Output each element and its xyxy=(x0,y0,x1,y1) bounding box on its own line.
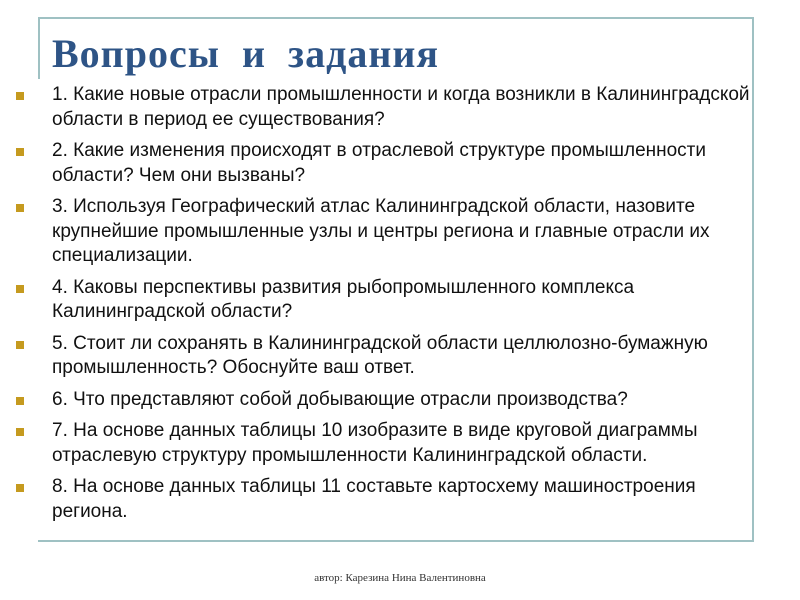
list-item-text: 2. Какие изменения происходят в отраслевой структуре промышленности области? Чем они вызваны? xyxy=(52,140,706,186)
list-item xyxy=(16,195,752,269)
square-bullet-icon xyxy=(16,285,24,293)
square-bullet-icon xyxy=(16,428,24,436)
right-divider-line xyxy=(752,17,754,542)
square-bullet-icon xyxy=(16,397,24,405)
list-item-text: 6. Что представляют собой добывающие отрасли производства? xyxy=(52,388,628,410)
list-item-text: 8. На основе данных таблицы 11 составьте картосхему машиностроения региона. xyxy=(52,476,696,522)
list-item xyxy=(16,419,752,468)
square-bullet-icon xyxy=(16,204,24,212)
list-item xyxy=(16,332,752,381)
list-item-text: 5. Стоит ли сохранять в Калининградской области целлюлозно-бумажную промышленность? Обоснуйте ваш ответ. xyxy=(52,332,708,378)
left-divider-line xyxy=(38,17,40,79)
list-item xyxy=(16,83,752,132)
author-footer: автор: Карезина Нина Валентиновна xyxy=(314,572,486,584)
list-item xyxy=(16,388,752,413)
questions-list xyxy=(16,83,752,531)
slide-title: Вопросы и задания xyxy=(52,31,440,76)
square-bullet-icon xyxy=(16,484,24,492)
list-item-text: 4. Каковы перспективы развития рыбопромышленного комплекса Калининградской области? xyxy=(52,276,635,322)
list-item-text: 7. На основе данных таблицы 10 изобразите в виде круговой диаграммы отраслевую структуру промышленности Калининградской области. xyxy=(52,420,698,466)
square-bullet-icon xyxy=(16,341,24,349)
square-bullet-icon xyxy=(16,92,24,100)
list-item xyxy=(16,139,752,188)
bottom-divider-line xyxy=(38,540,754,542)
list-item-text: 1. Какие новые отрасли промышленности и когда возникли в Калининградской области в период ее существования? xyxy=(52,84,750,130)
list-item xyxy=(16,475,752,524)
square-bullet-icon xyxy=(16,148,24,156)
top-divider-line xyxy=(38,17,754,19)
list-item-text: 3. Используя Географический атлас Калининградской области, назовите крупнейшие промышленные узлы и центры региона и главные отрасли их специализации. xyxy=(52,196,710,266)
list-item xyxy=(16,276,752,325)
